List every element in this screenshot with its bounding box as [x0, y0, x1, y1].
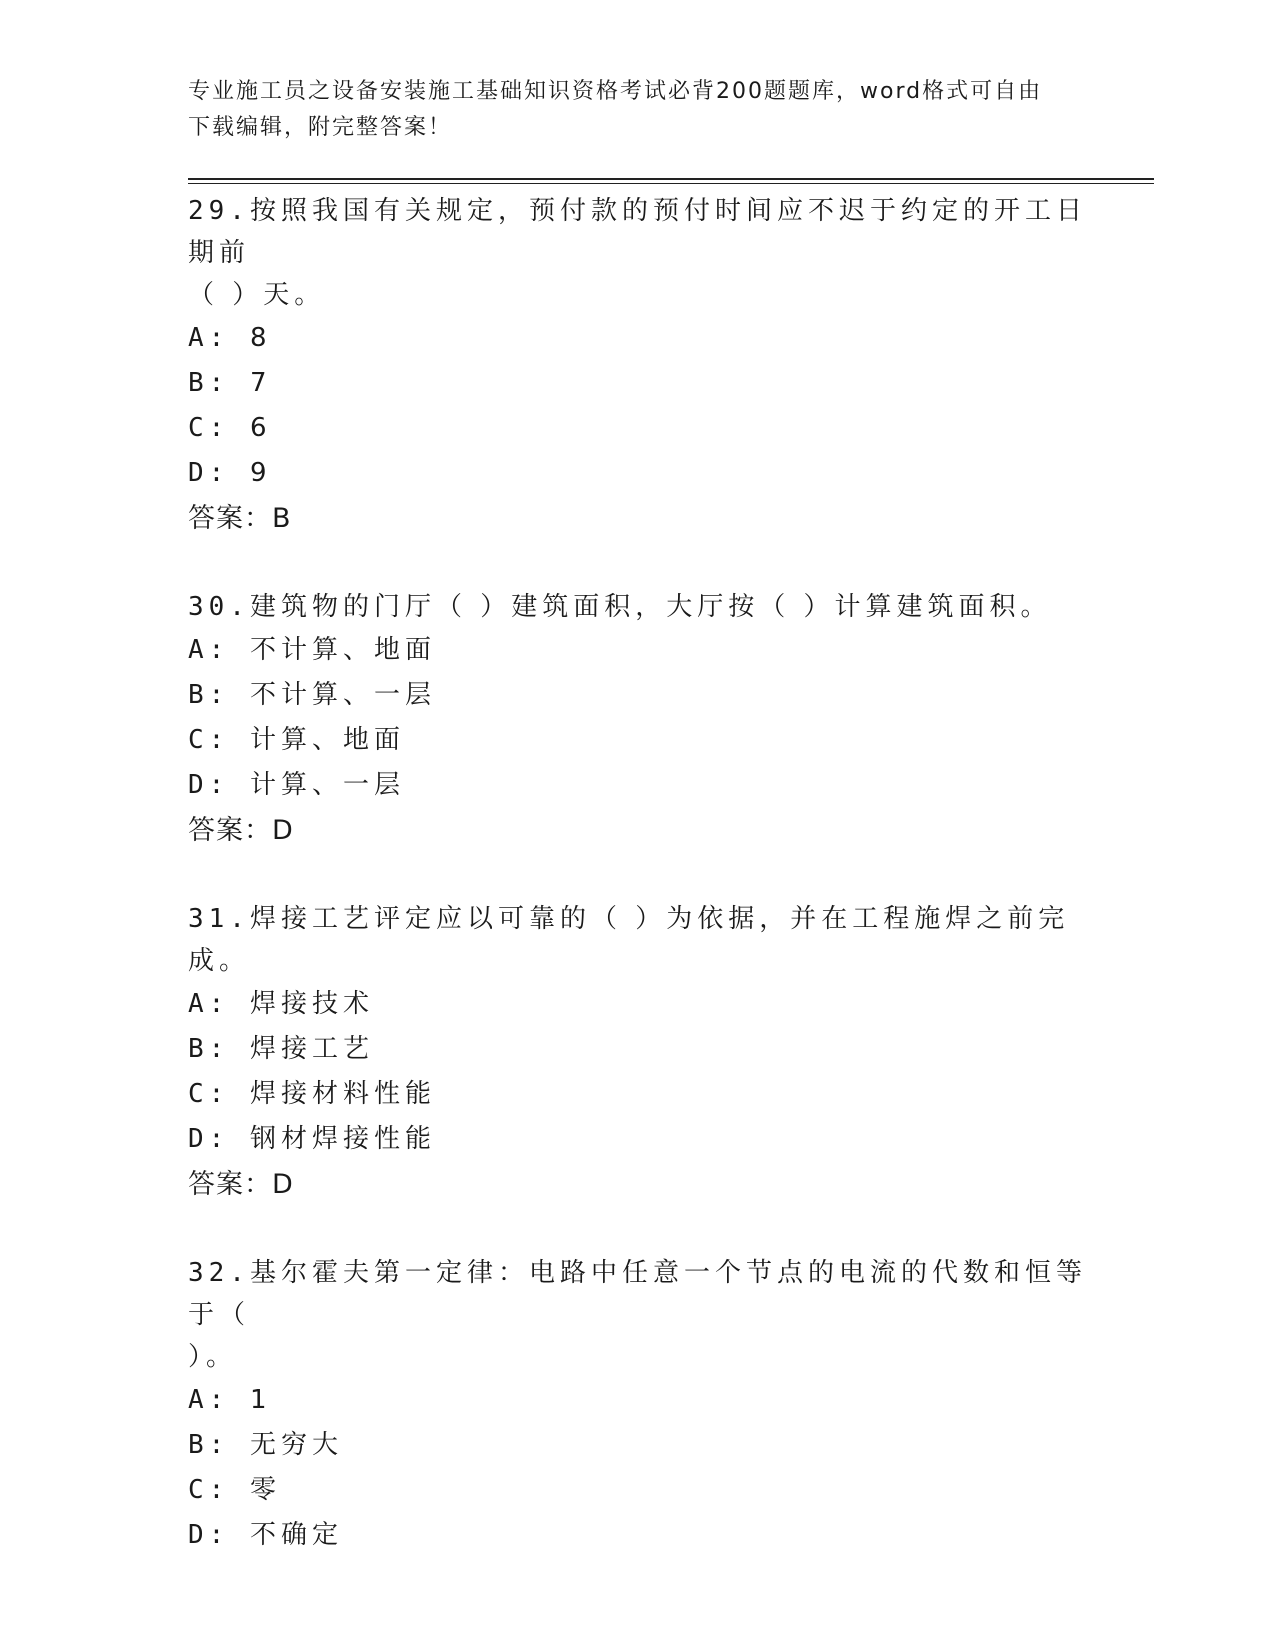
question-stem-line: ）。 [188, 1342, 238, 1372]
option-text: 焊接技术 [249, 989, 374, 1019]
option-key: A: [188, 635, 230, 665]
option-text: 9 [249, 458, 272, 488]
option-d [188, 451, 1088, 496]
question-stem [188, 1252, 1088, 1336]
question-stem [188, 190, 1088, 274]
option-key: A: [188, 323, 230, 353]
option-text: 不确定 [249, 1520, 343, 1550]
option-key: C: [188, 413, 230, 443]
question-stem [188, 898, 1088, 982]
question-stem-continued [188, 1336, 1088, 1378]
question-stem-line: （ ）天。 [188, 280, 326, 310]
option-key: B: [188, 1034, 230, 1064]
option-text: 焊接材料性能 [249, 1079, 436, 1109]
option-key: D: [188, 1520, 230, 1550]
question-number: 29. [188, 196, 250, 226]
header-line-1: 专业施工员之设备安装施工基础知识资格考试必背200题题库，word格式可自由 [188, 79, 1043, 104]
spacer [188, 853, 1088, 898]
option-a [188, 1378, 1088, 1423]
option-key: B: [188, 368, 230, 398]
header-divider [188, 178, 1154, 180]
question-number: 30. [188, 592, 250, 622]
option-a [188, 982, 1088, 1027]
question-stem [188, 586, 1088, 628]
option-b [188, 361, 1088, 406]
option-text: 计算、地面 [249, 725, 405, 755]
question-29 [188, 190, 1088, 541]
answer-line: 答案：D [188, 1169, 294, 1200]
option-text: 1 [249, 1385, 272, 1415]
option-b [188, 1027, 1088, 1072]
option-key: B: [188, 1430, 230, 1460]
option-c [188, 718, 1088, 763]
option-key: D: [188, 770, 230, 800]
header-divider-thin [188, 183, 1154, 184]
answer-line: 答案：D [188, 815, 294, 846]
option-a [188, 628, 1088, 673]
option-text: 7 [249, 368, 272, 398]
option-text: 计算、一层 [249, 770, 405, 800]
option-key: C: [188, 1475, 230, 1505]
answer-line: 答案：B [188, 503, 292, 534]
option-text: 钢材焊接性能 [249, 1124, 436, 1154]
option-key: D: [188, 458, 230, 488]
option-a [188, 316, 1088, 361]
question-30 [188, 586, 1088, 853]
option-c [188, 1468, 1088, 1513]
document-header [188, 74, 1068, 146]
option-text: 零 [249, 1475, 281, 1505]
option-b [188, 673, 1088, 718]
question-stem-line: 按照我国有关规定，预付款的预付时间应不迟于约定的开工日期前 [188, 196, 1087, 268]
option-text: 无穷大 [249, 1430, 343, 1460]
option-c [188, 1072, 1088, 1117]
question-stem-continued [188, 274, 1088, 316]
option-d [188, 763, 1088, 808]
option-key: C: [188, 725, 230, 755]
option-key: A: [188, 989, 230, 1019]
question-stem-line: 焊接工艺评定应以可靠的（ ）为依据，并在工程施焊之前完成。 [188, 904, 1070, 976]
question-list [188, 190, 1088, 1558]
spacer [188, 541, 1088, 586]
option-text: 6 [249, 413, 272, 443]
option-b [188, 1423, 1088, 1468]
spacer [188, 1207, 1088, 1252]
option-c [188, 406, 1088, 451]
option-d [188, 1117, 1088, 1162]
option-key: A: [188, 1385, 230, 1415]
question-31 [188, 898, 1088, 1207]
header-line-2: 下载编辑，附完整答案！ [188, 115, 453, 140]
option-key: D: [188, 1124, 230, 1154]
question-number: 32. [188, 1258, 250, 1288]
option-key: B: [188, 680, 230, 710]
question-stem-line: 基尔霍夫第一定律：电路中任意一个节点的电流的代数和恒等于（ [188, 1258, 1087, 1330]
option-text: 不计算、一层 [249, 680, 436, 710]
option-text: 焊接工艺 [249, 1034, 374, 1064]
question-stem-line: 建筑物的门厅（ ）建筑面积，大厅按（ ）计算建筑面积。 [249, 592, 1052, 622]
question-number: 31. [188, 904, 250, 934]
question-32 [188, 1252, 1088, 1558]
option-text: 不计算、地面 [249, 635, 436, 665]
option-key: C: [188, 1079, 230, 1109]
option-d [188, 1513, 1088, 1558]
option-text: 8 [249, 323, 272, 353]
